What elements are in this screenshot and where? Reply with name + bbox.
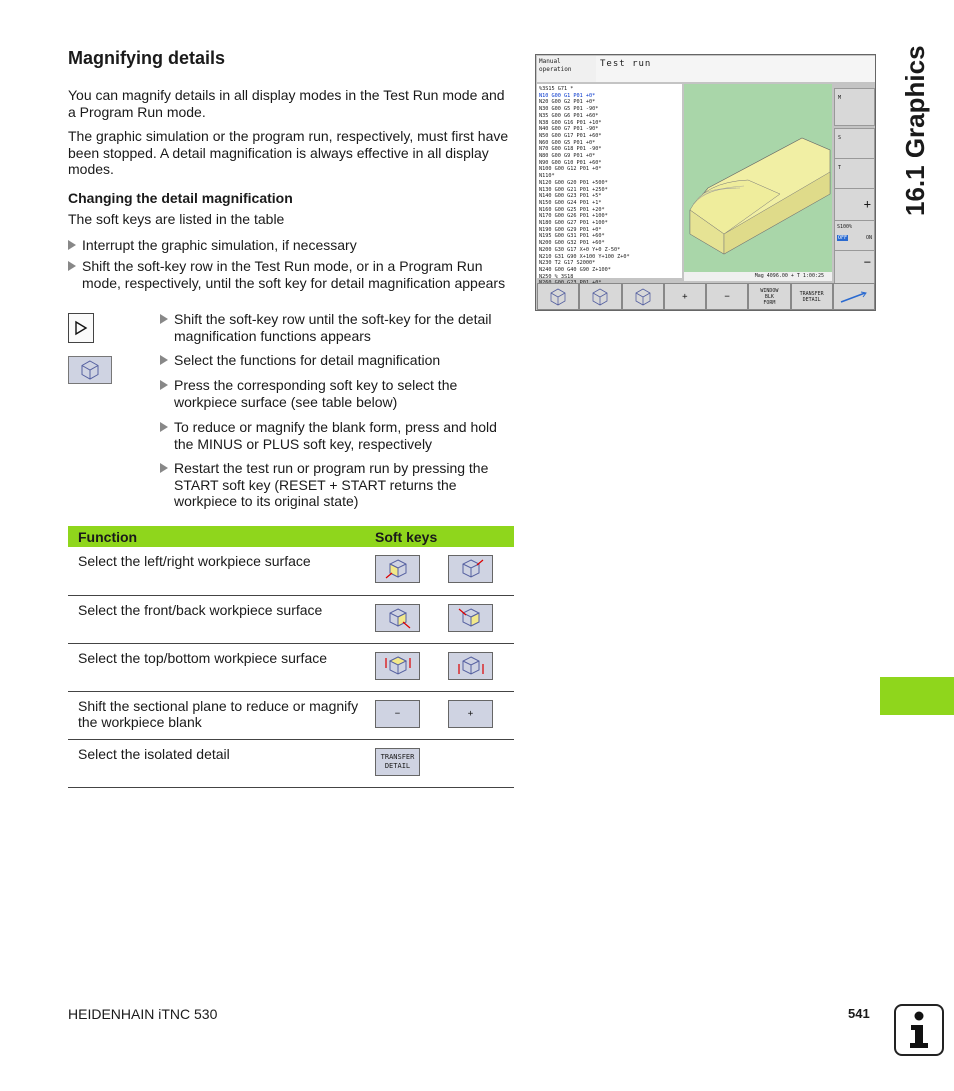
softkey-front-surface [579,283,621,310]
softkey-line: DETAIL [384,761,411,770]
vertical-softkey [834,88,875,126]
bullet-item [68,237,514,254]
bullet-triangle-icon [160,380,168,390]
next-softkey-row-icon [68,313,94,343]
step-item [160,419,514,452]
bullet-triangle-icon [160,314,168,324]
softkey-speed-slider [833,283,875,310]
softkey-minus: − [706,283,748,310]
top-surface-softkey [375,652,420,680]
softkey-window-blk-form [748,283,790,310]
subheading-note: The soft keys are listed in the table [68,211,285,227]
bullet-text: Shift the soft-key row in the Test Run mode, or in a Program Run mode, respectively, until the soft key for detail magnification appears [82,258,506,291]
table-row [68,643,514,691]
nc-line: N90 G00 G10 P01 +60* [539,159,602,166]
mode-line: operation [539,66,572,73]
nc-line: N130 G00 G21 P01 +250* [539,186,608,193]
function-cell: Select the front/back workpiece surface [68,595,375,643]
bullet-triangle-icon [68,240,76,250]
nc-line: N150 G00 G24 P01 +1* [539,199,602,206]
bullet-text: Restart the test run or program run by pressing the START soft key (RESET + START returns the workpiece to its original state) [174,460,489,509]
step-item [160,352,514,369]
softkey-plus: + [664,283,706,310]
bullet-triangle-icon [68,261,76,271]
softkey-label: T [838,165,842,171]
feed-override-label: S100% [837,224,853,230]
footer-text: HEIDENHAIN iTNC 530 [68,1006,218,1022]
transfer-detail-softkey [375,748,420,776]
table-row [68,547,514,595]
page-number: 541 [848,1006,870,1021]
nc-line: N10 G00 G1 P01 +0* [539,92,596,99]
nc-line: N30 G00 G5 P01 -90* [539,106,599,113]
nc-line: N80 G00 G9 P01 +0* [539,153,596,160]
bullet-text: To reduce or magnify the blank form, press and hold the MINUS or PLUS soft key, respectively [174,419,497,452]
nc-line: N230 T2 G17 S2000* [539,260,596,267]
screen-mode-title: Test run [596,56,875,82]
detail-magnification-softkey-icon [68,356,112,384]
table-header-row [68,526,514,547]
nc-line: N240 G00 G40 G90 Z+100* [539,266,611,273]
bullet-item [68,258,514,291]
intro-paragraph-2: The graphic simulation or the program run, respectively, must first have been stopped. A detail magnification is always effective in all display modes. [68,128,509,177]
info-icon [894,1004,944,1056]
vertical-softkeys [834,84,875,278]
softkey-line: WINDOW [760,287,779,294]
subheading: Changing the detail magnification [68,190,293,206]
nc-line: N200 G30 G17 X+0 Y+0 Z-50* [539,246,621,253]
graphics-window [684,84,832,272]
nc-program-listing [537,84,682,278]
table-row [68,691,514,739]
status-bar: Mag 4096.00 + T 1:00:25 [684,272,832,281]
nc-line: N210 G31 G90 X+100 Y+100 Z+0* [539,253,630,260]
horizontal-softkeys [537,283,875,310]
section-title: Magnifying details [68,48,226,68]
front-surface-softkey [375,604,420,632]
function-cell: Select the top/bottom workpiece surface [68,643,375,691]
table-row [68,739,514,787]
bullet-triangle-icon [160,355,168,365]
bullet-text: Shift the soft-key row until the soft-key for the detail magnification functions appears [174,311,492,344]
step-item [160,311,514,344]
softkey-label: S [838,135,842,141]
nc-line: N250 % 3S18 [539,273,574,280]
bottom-surface-softkey [448,652,493,680]
mode-line: Manual [539,58,561,65]
nc-line: N190 G00 G29 P01 +0* [539,226,602,233]
nc-line: N70 G00 G18 P01 -90* [539,146,602,153]
table-row [68,595,514,643]
nc-line: %3S15 G71 * [539,86,574,92]
operating-mode-cell [537,56,596,82]
nc-line: N140 G00 G23 P01 +5* [539,193,602,200]
nc-line: N110* [539,173,555,180]
softkey-line: BLK [764,293,774,300]
plus-softkey: + [448,700,493,728]
header-soft-keys: Soft keys [375,526,514,547]
minus-icon: − [863,255,871,269]
right-surface-softkey [448,555,493,583]
minus-softkey: − [375,700,420,728]
on-label: ON [865,235,872,241]
softkey-table [68,526,514,788]
chapter-side-title [888,40,948,220]
left-surface-softkey [375,555,420,583]
bullet-triangle-icon [160,463,168,473]
step-item [160,460,514,510]
off-label: OFF [838,235,848,241]
chapter-title-text: 16.1 Graphics [900,45,930,216]
softkey-left-surface [537,283,579,310]
tnc-screenshot [535,54,876,311]
nc-line: N35 G00 G6 P01 +60* [539,112,599,119]
intro-paragraph-1: You can magnify details in all display modes in the Test Run mode and a Program Run mode. [68,87,505,120]
nc-line: N50 G00 G17 P01 +60* [539,132,602,139]
softkey-line: TRANSFER [380,752,415,761]
nc-line: N120 G00 G20 P01 +500* [539,179,608,186]
bullet-text: Select the functions for detail magnification [174,352,441,368]
softkey-top-surface [622,283,664,310]
softkey-line: TRANSFER [799,290,824,297]
bullet-text: Press the corresponding soft key to select the workpiece surface (see table below) [174,377,458,410]
nc-line: N160 G00 G25 P01 +20* [539,206,605,213]
nc-line: N200 G00 G32 P01 +60* [539,240,605,247]
function-cell: Select the isolated detail [68,739,375,787]
plus-icon: + [863,197,871,211]
header-function: Function [68,526,375,547]
nc-line: N180 G00 G27 P01 +100* [539,220,608,227]
softkey-line: DETAIL [802,296,821,303]
nc-line: N170 G00 G26 P01 +100* [539,213,608,220]
nc-line: N100 G00 G12 P01 +0* [539,166,602,173]
function-cell: Shift the sectional plane to reduce or magnify the workpiece blank [68,691,375,739]
softkey-label: M [838,95,842,101]
back-surface-softkey [448,604,493,632]
nc-line: N195 G00 G31 P01 +60* [539,233,605,240]
nc-line: N20 G00 G2 P01 +0* [539,99,596,106]
nc-line: N60 G00 G5 P01 +0* [539,139,596,146]
bullet-text: Interrupt the graphic simulation, if necessary [82,237,357,253]
function-cell: Select the left/right workpiece surface [68,547,375,595]
nc-line: N38 G00 G16 P01 +10* [539,119,602,126]
nc-line: N40 G00 G7 P01 -90* [539,126,599,133]
chapter-tab-marker [880,677,954,715]
softkey-line: FORM [763,299,776,306]
step-item [160,377,514,410]
softkey-transfer-detail [791,283,833,310]
bullet-triangle-icon [160,422,168,432]
